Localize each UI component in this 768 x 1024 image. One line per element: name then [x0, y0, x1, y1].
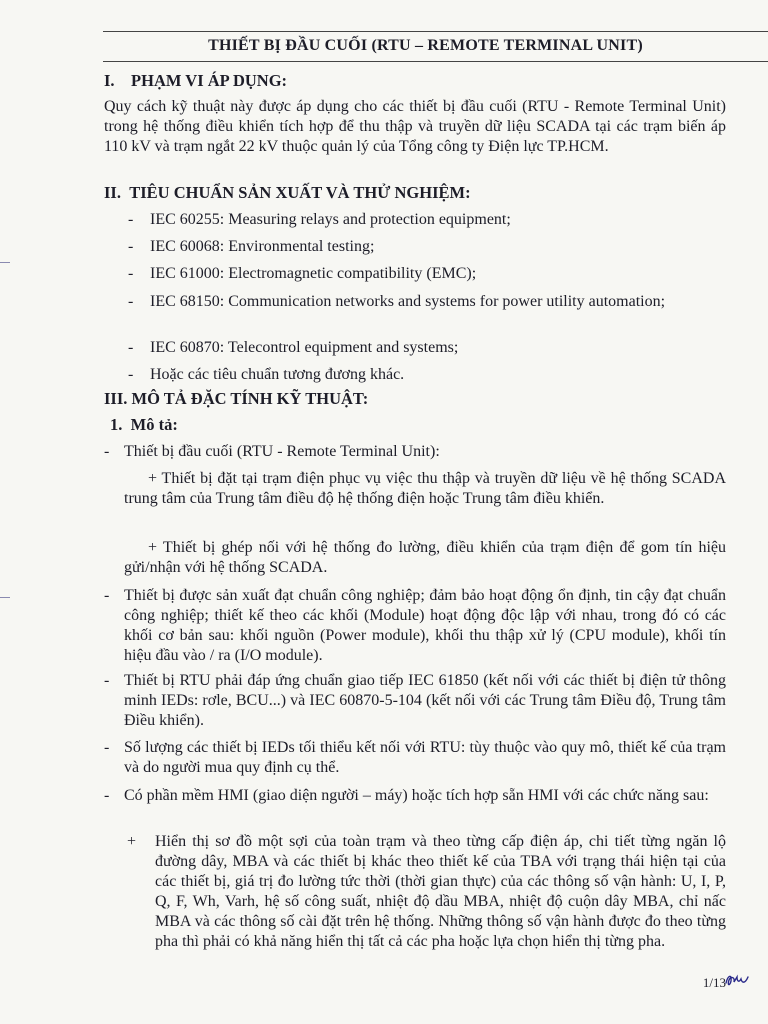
bullet-dash: -	[104, 587, 110, 604]
subsection-1-heading: 1. Mô tả:	[110, 415, 178, 434]
section-2-heading: II. TIÊU CHUẨN SẢN XUẤT VÀ THỬ NGHIỆM:	[104, 183, 471, 202]
paragraph: Thiết bị được sản xuất đạt chuẩn công nghiệp; đảm bảo hoạt động ổn định, tin cậy đạt chuẩn công nghiệp; thiết kế theo các khối (Module) hoạt động độc lập với nhau, trong đó có các khối cơ bản sau: khối nguồn (Power module), khối thu thập xử lý (CPU module), khối tín hiệu đầu vào / ra (I/O module).	[124, 587, 726, 664]
paragraph: Hiển thị sơ đồ một sợi của toàn trạm và theo từng cấp điện áp, chi tiết từng ngăn lộ đường dây, MBA và các thiết bị khác theo thiết kế của TBA với trạng thái hiện tại của các thiết bị, giá trị đo lường tức thời (thời gian thực) của các thông số vận hành: U, I, P, Q, F, Wh, Varh, hệ số công suất, nhiệt độ dầu MBA, nhiệt độ cuộn dây MBA, chỉ nấc MBA và các thông số cài đặt trên hệ thống. Những thông số vận hành được đo theo từng pha thì phải có khả năng hiển thị tất cả các pha hoặc lựa chọn hiển thị từng pha.	[155, 833, 726, 950]
paragraph: + Thiết bị ghép nối với hệ thống đo lường, điều khiển của trạm điện để gom tín hiệu gửi/nhận với hệ thống SCADA.	[124, 539, 726, 576]
initials-signature-icon	[724, 971, 750, 989]
bullet-dash: -	[104, 739, 110, 756]
section-1-text: Quy cách kỹ thuật này được áp dụng cho các thiết bị đầu cuối (RTU - Remote Terminal Unit) trong hệ thống điều khiển tích hợp để thu thập và truyền dữ liệu SCADA tại các trạm biến áp 110 kV và trạm ngắt 22 kV thuộc quản lý của Tổng công ty Điện lực TP.HCM.	[104, 98, 726, 155]
paragraph: Số lượng các thiết bị IEDs tối thiểu kết nối với RTU: tùy thuộc vào quy mô, thiết kế của trạm và do người mua quy định cụ thể.	[124, 739, 726, 776]
scan-edge-mark	[0, 597, 10, 598]
bullet-dash: -	[104, 787, 110, 804]
standard-item: IEC 60870: Telecontrol equipment and systems;	[150, 339, 459, 356]
bullet-dash: -	[128, 366, 134, 383]
bullet-dash: -	[104, 443, 110, 460]
bullet-dash: -	[128, 293, 134, 310]
bullet-dash: -	[104, 672, 110, 689]
bullet-plus: +	[127, 833, 137, 850]
paragraph: Thiết bị đầu cuối (RTU - Remote Terminal Unit):	[124, 443, 440, 460]
bullet-dash: -	[128, 238, 134, 255]
bullet-dash: -	[128, 339, 134, 356]
header-rule-bottom	[103, 61, 768, 62]
standard-item: Hoặc các tiêu chuẩn tương đương khác.	[150, 366, 405, 383]
paragraph: Có phần mềm HMI (giao diện người – máy) hoặc tích hợp sẵn HMI với các chức năng sau:	[124, 787, 709, 804]
paragraph: Thiết bị RTU phải đáp ứng chuẩn giao tiếp IEC 61850 (kết nối với các thiết bị điện tử thông minh IEDs: rơle, BCU...) và IEC 60870-5-104 (kết nối với các Trung tâm Điều độ, Trung tâm Điều khiển).	[124, 672, 726, 729]
document-title: THIẾT BỊ ĐẦU CUỐI (RTU – REMOTE TERMINAL UNIT)	[208, 37, 643, 54]
standard-item: IEC 60068: Environmental testing;	[150, 238, 375, 255]
section-3-heading: III. MÔ TẢ ĐẶC TÍNH KỸ THUẬT:	[104, 389, 369, 408]
bullet-dash: -	[128, 211, 134, 228]
standard-item: IEC 61000: Electromagnetic compatibility (EMC);	[150, 265, 477, 282]
standard-item: IEC 60255: Measuring relays and protection equipment;	[150, 211, 511, 228]
header-rule-top	[103, 31, 768, 32]
bullet-dash: -	[128, 265, 134, 282]
page-number: 1/13	[702, 975, 726, 990]
standard-item: IEC 68150: Communication networks and systems for power utility automation;	[150, 293, 666, 310]
scan-edge-mark	[0, 262, 10, 263]
paragraph: + Thiết bị đặt tại trạm điện phục vụ việc thu thập và truyền dữ liệu về hệ thống SCADA trung tâm của Trung tâm điều độ hệ thống điện hoặc Trung tâm điều khiển.	[124, 470, 726, 507]
section-1-heading: I. PHẠM VI ÁP DỤNG:	[104, 71, 288, 90]
